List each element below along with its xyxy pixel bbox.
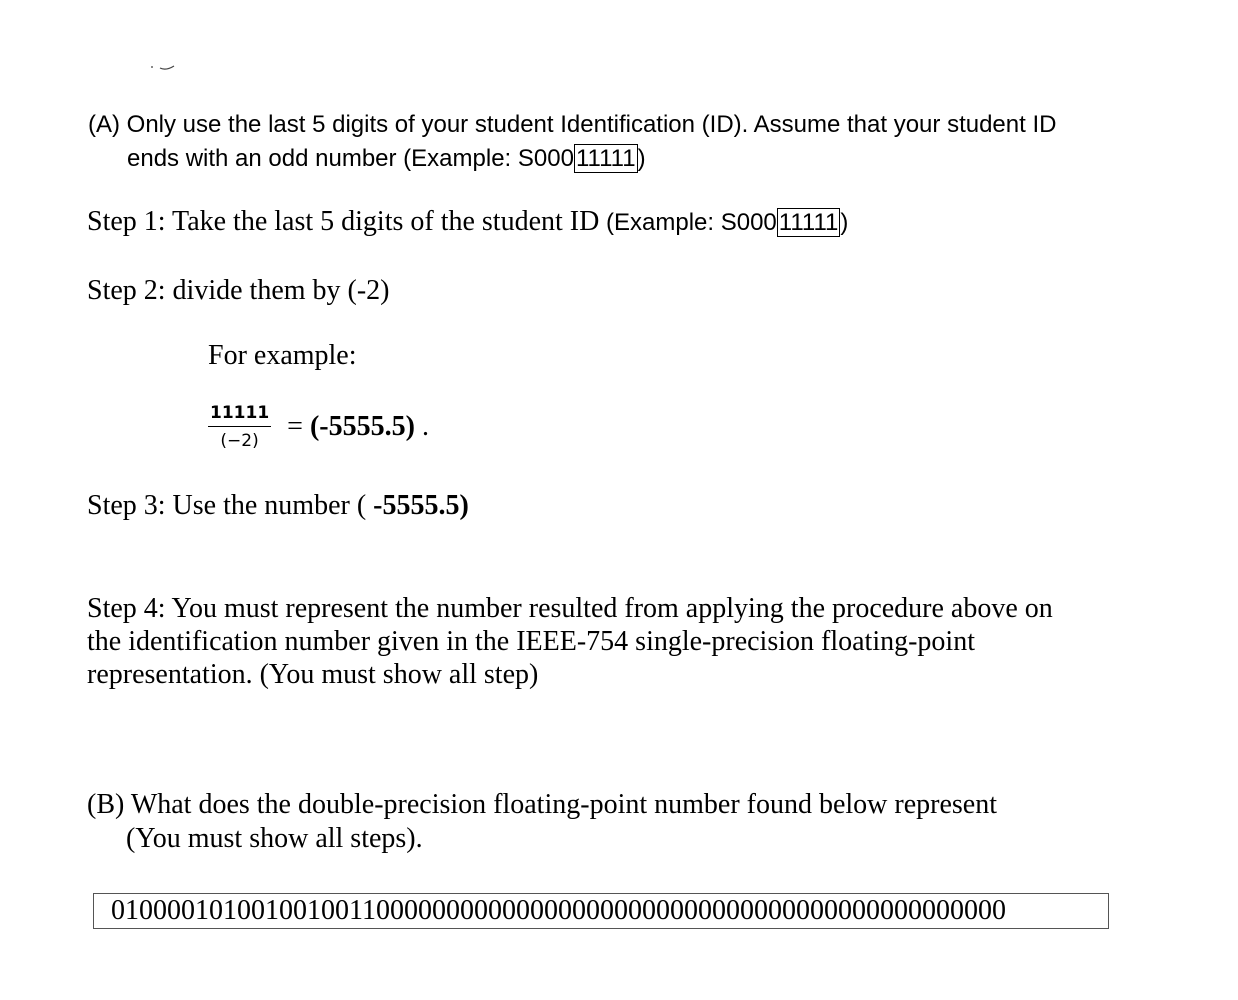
part-b-line2: (You must show all steps). [126, 823, 423, 854]
part-a-line2-prefix: ends with an odd number (Example: S000 [127, 145, 574, 172]
binary-number-box: 0100001010010010011000000000000000000000000000000000000000000000 [93, 893, 1109, 929]
step-1 [87, 206, 848, 238]
result-value: (-5555.5) [309, 411, 415, 442]
part-b-line1: (B) What does the double-precision floating-point number found below represent [87, 789, 998, 820]
step-1-example-suffix: ) [840, 209, 849, 236]
step-2: Step 2: divide them by (-2) [87, 275, 390, 306]
fraction [208, 403, 271, 451]
step-1-example [599, 209, 848, 236]
stray-mark [148, 62, 178, 72]
step-3-value: -5555.5) [373, 490, 469, 521]
fraction-denominator: (−2) [220, 431, 259, 451]
boxed-digits: 11111 [778, 209, 839, 236]
result-trailing: . [414, 411, 429, 442]
part-a-line1: (A) Only use the last 5 digits of your student Identification (ID). Assume that your student ID [88, 111, 1057, 138]
division-result [287, 411, 429, 443]
step-4: Step 4: You must represent the number resulted from applying the procedure above on the identification number given in the IEEE-754 single-precision floating-point representation. (You must show all step) [87, 593, 1053, 690]
part-a-line2 [88, 142, 1056, 176]
part-a-line2-suffix: ) [637, 145, 646, 172]
equals-sign: = [287, 411, 310, 442]
step-3 [87, 490, 469, 522]
step-3-text: Step 3: Use the number ( [87, 490, 374, 521]
part-b [87, 788, 997, 856]
boxed-digits: 11111 [575, 145, 636, 172]
step-1-text: Step 1: Take the last 5 digits of the student ID [87, 206, 600, 237]
division-example [208, 403, 429, 451]
step-1-example-prefix: (Example: S000 [599, 209, 777, 236]
fraction-numerator: 11111 [208, 403, 271, 427]
example-label: For example: [208, 340, 357, 371]
part-a [88, 108, 1056, 176]
